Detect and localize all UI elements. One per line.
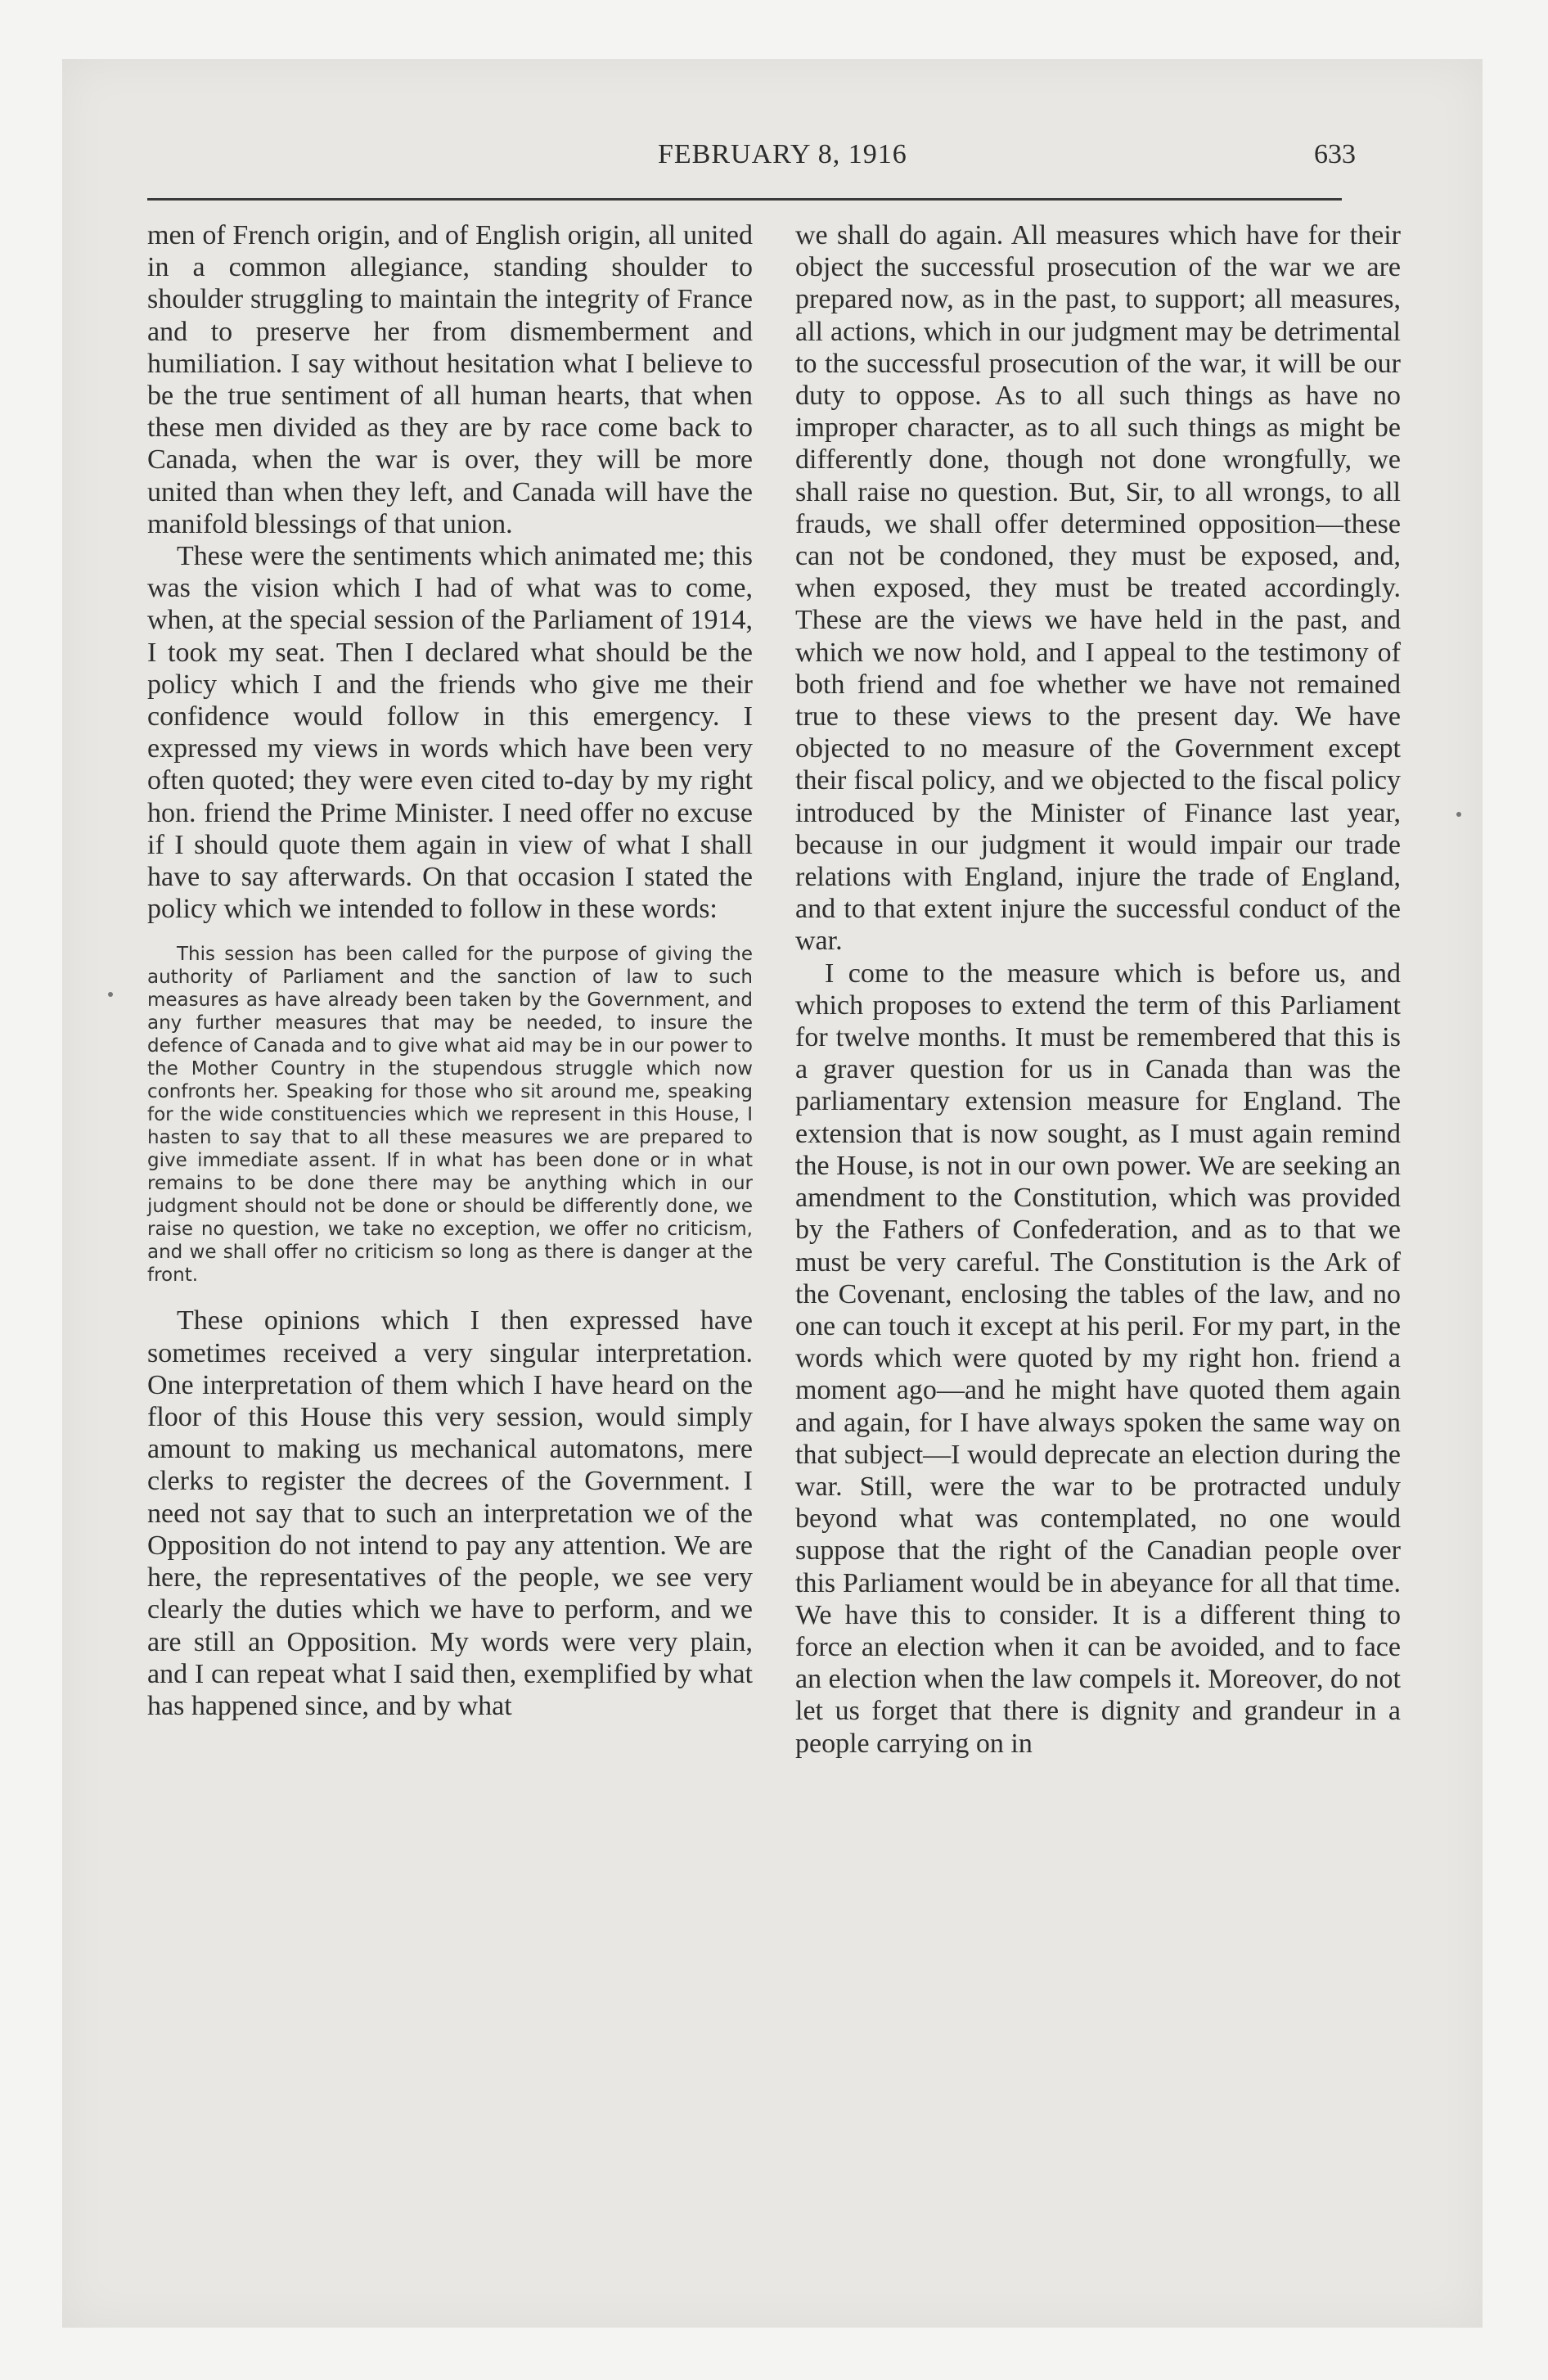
paper-speck [1456, 812, 1461, 817]
page-number: 633 [1314, 139, 1356, 169]
paper-speck [108, 992, 113, 997]
block-quote: This session has been called for the purpose of giving the authority of Parliament and the sanction of law to such measures as have already been taken by the Government, and any further measures that may be needed, to insure the defence of Canada and to give what aid may be in our power to the Mother Country in the stupendous struggle which now confronts her. Speaking for those who sit around me, speaking for the wide constituencies which we represent in this House, I hasten to say that to all these measures we are prepared to give immediate assent. If in what has been done or in what remains to be done there may be anything which in our judgment should not be done or should be differently done, we raise no question, we take no exception, we offer no criticism, and we shall offer no criticism so long as there is danger at the front. [147, 944, 753, 1287]
page-sheet [62, 59, 1483, 2328]
right-paragraph-1: we shall do again. All measures which have for their object the successful prosecution of the war we are prepared now, as in the past, to support; all measures, all actions, which in our judgment may be detrimental to the successful prosecution of the war, it will be our duty to oppose. As to all such things as have no improper character, as to all such things as might be differently done, though not done wrongfully, we shall raise no question. But, Sir, to all wrongs, to all frauds, we shall offer determined opposition—these can not be condoned, they must be exposed, and, when exposed, they must be treated accordingly. These are the views we have held in the past, and which we now hold, and I appeal to the testimony of both friend and foe whether we have not remained true to these views to the present day. We have objected to no measure of the Government except their fiscal policy, and we objected to the fiscal policy introduced by the Minister of Finance last year, because in our judgment it would impair our trade relations with England, injure the trade of England, and to that extent injure the successful conduct of the war. [795, 220, 1401, 957]
header-rule [147, 198, 1342, 201]
left-paragraph-3: These opinions which I then expressed have sometimes received a very singular interpretation. One interpretation of them which I have heard on the floor of this House this very session, would simply amount to making us mechanical automatons, mere clerks to register the decrees of the Government. I need not say that to such an interpretation we of the Opposition do not intend to pay any attention. We are here, the representatives of the people, we see very clearly the duties which we have to perform, and we are still an Opposition. My words were very plain, and I can repeat what I said then, exemplified by what has happened since, and by what [147, 1305, 753, 1721]
left-paragraph-2: These were the sentiments which animated me; this was the vision which I had of what was to come, when, at the special session of the Parliament of 1914, I took my seat. Then I declared what should be the policy which I and the friends who give me their confidence would follow in this emergency. I expressed my views in words which have been very often quoted; they were even cited to-day by my right hon. friend the Prime Minister. I need offer no excuse if I should quote them again in view of what I shall have to say afterwards. On that occasion I stated the policy which we intended to follow in these words: [147, 541, 753, 925]
header-date: FEBRUARY 8, 1916 [658, 139, 907, 169]
left-paragraph-1: men of French origin, and of English origin, all united in a common allegiance, standing shoulder to shoulder struggling to maintain the integrity of France and to preserve her from dismemberment and humiliation. I say without hesitation what I believe to be the true sentiment of all human hearts, that when these men divided as they are by race come back to Canada, when the war is over, they will be more united than when they left, and Canada will have the manifold blessings of that union. [147, 220, 753, 539]
running-header [62, 139, 1483, 188]
right-paragraph-2: I come to the measure which is before us, and which proposes to extend the term of this Parliament for twelve months. It must be remembered that this is a graver question for us in Canada than was the parliamentary extension measure for England. The extension that is now sought, as I must again remind the House, is not in our own power. We are seeking an amendment to the Constitution, which was provided by the Fathers of Confederation, and as to that we must be very careful. The Constitution is the Ark of the Covenant, enclosing the tables of the law, and no one can touch it except at his peril. For my part, in the words which were quoted by my right hon. friend a moment ago—and he might have quoted them again and again, for I have always spoken the same way on that subject—I would deprecate an election during the war. Still, were the war to be protracted unduly beyond what was contemplated, no one would suppose that the right of the Canadian people over this Parliament would be in abeyance for all that time. We have this to consider. It is a different thing to force an election when it can be avoided, and to face an election when the law compels it. Moreover, do not let us forget that there is dignity and grandeur in a people carrying on in [795, 958, 1401, 1759]
right-column [795, 219, 1401, 1760]
left-column [147, 219, 753, 1722]
